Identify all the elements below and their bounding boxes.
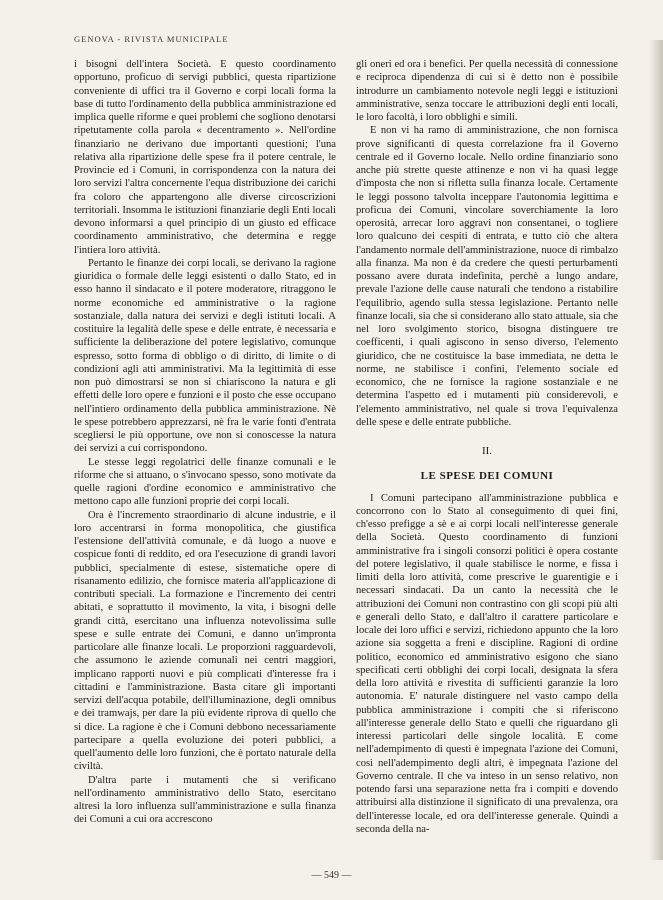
- left-paragraph-1: i bisogni dell'intera Società. E questo coordinamento opportuno, proficuo di servigi pubblici, questa ripartizione conveniente di uffici tra il Governo e corpi locali forma la base di tutto l'ordinamento della pubblica amministrazione ed implica quelle riforme e quei problemi che sogliono denotarsi ripetutamente colla parola « decentramento ». Nell'ordine finanziario ne derivano due importanti questioni; l'una relativa alla ripartizione delle spese fra il potere centrale, le Provincie ed i Comuni, in corrispondenza con la natura dei loro servizi l'altra concernente l'equa distribuzione dei carichi fra coloro che appartengono alle diverse circoscrizioni territoriali. Insomma le istituzioni finanziarie degli Enti locali devono informarsi a quel principio di un giusto ed efficace coordinamento amministrativo, che determina e regge l'intiera loro attività.: [74, 59, 336, 256]
- left-column: [74, 58, 336, 827]
- right-paragraph-2: E non vi ha ramo di amministrazione, che non fornisca prove significanti di questa correlazione fra il Governo centrale ed il Governo locale. Nello ordine finanziario sono anche più strette queste attinenze e non vi ha quasi legge d'imposta che non si rifletta sulla finanza locale. Certamente le leggi possono talvolta inceppare l'autonomia legittima e proficua dei Comuni, vincolare soverchiamente la loro operosità, arrecar loro aggravi non consentanei, o togliere loro qualcuno dei cespiti di entrata, e tutto ciò che altera l'andamento normale dell'amministrazione, nuoce di rimbalzo alla finanza. Ma non è da credere che questi perturbamenti possano avere durata indefinita, perchè a lungo andare, prevale l'azione delle cause naturali che tendono a ristabilire l'equilibrio, agendo sulla stessa legislazione. Pertanto nelle finanze locali, sia che si considerano allo stato attuale, sia che nel loro svolgimento storico, bisogna distinguere tre coefficenti, i quali agiscono in senso diverso, l'elemento giuridico, che ne costituisce la base immediata, ne detta le norme, ne stabilisce i confini, l'elemento sociale ed economico, che ne fornisce la ragione sostanziale e ne determina l'aspetto ed i mutamenti più considerevoli, e l'elemento amministrativo, nel quale si trova l'equivalenza delle spese e delle entrate pubbliche.: [356, 125, 618, 428]
- right-paragraph-1: gli oneri ed ora i benefici. Per quella necessità di connessione e reciproca dipendenza di cui si è detto non è possibile introdurre un cambiamento notevole negli leggi e istituzioni amministrative, senza toccare le attribuzioni degli enti locali, le loro facoltà, i loro obblighi e simili.: [356, 59, 618, 123]
- left-paragraph-3: Le stesse leggi regolatrici delle finanze comunali e le riforme che si attuano, o s'invocano spesso, sono motivate da quelle ragioni d'ordine economico e amministrativo che mettono capo alle funzioni proprie dei corpi locali.: [74, 456, 336, 508]
- left-paragraph-5: D'altra parte i mutamenti che si verificano nell'ordinamento amministrativo dello Stato, esercitano altresì la loro influenza sull'amministrazione e sulla finanza dei Comuni a cui ora accrescono: [74, 774, 336, 826]
- section-paragraph-1: I Comuni partecipano all'amministrazione pubblica e concorrono con lo Stato al conseguimento di quei fini, ch'esso prefigge a sè e ai corpi locali nell'interesse generale della Società. Questo coordinamento di funzioni amministrative fra i singoli consorzi politici è opera costante del potere legislativo, il quale stabilisce le norme, e fissa i limiti della loro attività, come prescrive le guarentigie e i necessari sindacati. Da un canto la necessità che le attribuzioni dei Comuni non contrastino con gli scopi più alti e generali dello Stato, e dall'altro il carattere particolare e locale dei loro uffici e servizi, richiedono appunto che la loro azione sia soggetta a freni e discipline. Ragioni di ordine politico, economico ed amministrativo esigono che siano specificati certi obblighi dei corpi locali, designata la sfera della loro attività e rivestita di sufficienti garanzie la loro autonomia. E' naturale distinguere nel vasto campo della pubblica amministrazione i compiti che si riferiscono all'interesse generale dello Stato e quelli che riguardano gli interessi particolari delle singole località. E come nell'adempimento di questi è impegnata l'azione dei Comuni, così nell'adempimento degli altri, è impegnata l'azione del Governo centrale. Il che va inteso in un senso relativo, non potendo farsi una separazione netta fra i compiti e dovendo attribuirsi alla distinzione il significato di una prevalenza, ora dell'interesse locale, ed ora dell'interesse generale. Quindi a seconda della na-: [356, 492, 618, 835]
- left-paragraph-4: Ora è l'incremento straordinario di alcune industrie, e il loro accentrarsi in forma monopolitica, che giustifica l'estensione dell'attività comunale, e dà luogo a nuove e cospicue fonti di reddito, ed ora l'esecuzione di grandi lavori pubblici, specialmente di estese, sistematiche opere di risanamento edilizio, che fornisce materia all'applicazione di contributi speciali. La formazione e l'incremento dei centri abitati, e soprattutto il movimento, la vita, i bisogni delle grandi città, esercitano una influenza notevolissima sulle spese e sulle entrate dei Comuni, e danno un'impronta particolare alle finanze locali. Le proporzioni ragguardevoli, che assumono le aziende comunali nei centri maggiori, implicano rapporti nuovi e più complicati d'interesse fra i cittadini e l'amministrazione. Basta citare gli importanti servizi dell'acqua potabile, dell'illuminazione, degli omnibus e dei tramwajs, per dare la più evidente riprova di quello che si dice. La ragione è che i Comuni debbono necessariamente partecipare a quella evoluzione dei poteri pubblici, a quell'aumento delle loro funzioni, che è portato naturale della civiltà.: [74, 509, 336, 773]
- page-edge-shadow: [649, 40, 663, 860]
- right-column: [356, 58, 618, 836]
- page-number: — 549 —: [311, 870, 352, 881]
- section-number: II.: [481, 445, 493, 457]
- section-title: LE SPESE DEI COMUNI: [420, 470, 554, 483]
- left-paragraph-2: Pertanto le finanze dei corpi locali, se derivano la ragione giuridica o formale delle leggi esistenti o dallo Stato, ed in esso hanno il sindacato e il potere moderatore, ritraggono le norme economiche ed amministrative o la ragione sostanziale, dalla natura dei servizi e degli istituti locali. A costituire la legalità delle spese e delle entrate, è necessaria e sufficiente la deliberazione del potere legislativo, comunque espresso, sotto forma di obbligo o di diritto, di limite o di condizioni agli atti amministrativi. Ma la legittimità di esse non può dimostrarsi se non si chiariscono la natura e gli effetti delle loro opere e funzioni e il posto che esse occupano nell'intiero ordinamento della pubblica amministrazione. Nè le spese potrebbero apprezzarsi, nè fra le varie fonti d'entrata scegliersi le più opportune, ove non si conoscesse la natura dei servizi a cui corrispondono.: [74, 257, 336, 455]
- running-header: GENOVA - RIVISTA MUNICIPALE: [74, 34, 229, 44]
